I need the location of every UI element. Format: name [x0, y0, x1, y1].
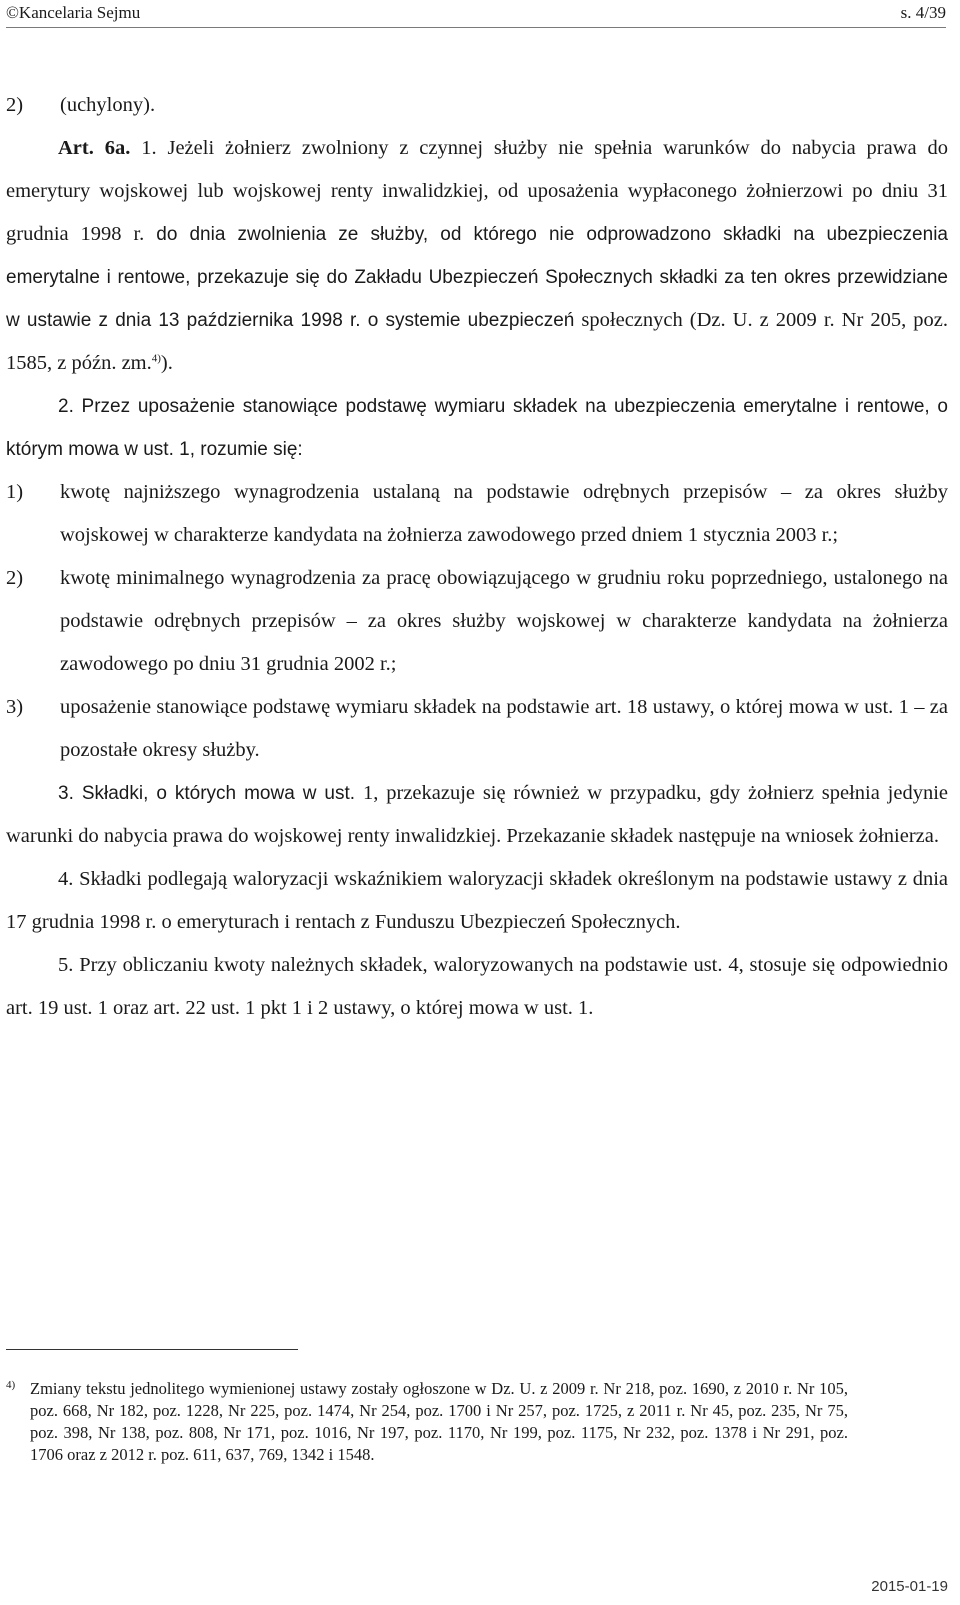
- p4-text: 4. Składki podlegają waloryzacji wskaźnikiem waloryzacji składek określonym na podstawie ustawy z dnia 17 grudnia 1998 r. o emeryturach i rentach z Funduszu Ubezpieczeń Społecznych.: [6, 868, 948, 933]
- list-item-1-text: kwotę najniższego wynagrodzenia ustalaną na podstawie odrębnych przepisów – za okres służby wojskowej w charakterze kandydata na żołnierza zawodowego przed dniem 1 stycznia 2003 r.;: [60, 481, 948, 546]
- article-6a-paragraph-3: [6, 772, 948, 858]
- list-item-3-number: 3): [6, 696, 24, 718]
- article-6a-paragraph-1: [6, 127, 948, 385]
- list-item-3-text: uposażenie stanowiące podstawę wymiaru składek na podstawie art. 18 ustawy, o której mowa w ust. 1 – za pozostałe okresy służby.: [60, 696, 948, 761]
- footnote-4: [6, 1378, 848, 1466]
- p1-text-part1: 1. Jeżeli żołnierz zwolniony z czynnej służby nie spełnia warunków do nabycia prawa do emerytury wojskowej lub wojskowej renty inwalidzkiej, od uposażenia wypłaconego żołnierzowi po dniu 31 grudnia 1998 r.: [6, 137, 948, 245]
- copyright-label: ©Kancelaria Sejmu: [6, 3, 141, 22]
- list-item-2-text: kwotę minimalnego wynagrodzenia za pracę obowiązującego w grudniu roku poprzedniego, ustalonego na podstawie odrębnych przepisów – za okres służby wojskowej w charakterze kandydata na żołnierza zawodowego po dniu 31 grudnia 2002 r.;: [60, 567, 948, 675]
- p1-text-part2: do dnia zwolnienia ze służby, od którego nie odprowadzono składki na ubezpieczenia emerytalne i rentowe, przekazuje się do Zakładu Ubezpieczeń Społecznych składki za ten okres przewidziane w ustawie z dnia 13 października 1998 r. o systemie ubezpieczeń: [6, 224, 948, 331]
- article-6a-paragraph-5: [6, 944, 948, 1030]
- p5-text: 5. Przy obliczaniu kwoty należnych składek, waloryzowanych na podstawie ust. 4, stosuje się odpowiednio art. 19 ust. 1 oraz art. 22 ust. 1 pkt 1 i 2 ustawy, o której mowa w ust. 1.: [6, 954, 948, 1019]
- footnote-text: Zmiany tekstu jednolitego wymienionej ustawy zostały ogłoszone w Dz. U. z 2009 r. Nr 218, poz. 1690, z 2010 r. Nr 105, poz. 668, Nr 182, poz. 1228, Nr 225, poz. 1474, Nr 254, poz. 1700 i Nr 257, poz. 1725, z 2011 r. Nr 45, poz. 235, Nr 75, poz. 398, Nr 138, poz. 808, Nr 171, poz. 1016, Nr 197, poz. 1170, Nr 199, poz. 1175, Nr 232, poz. 1378 i Nr 291, poz. 1706 oraz z 2012 r. poz. 611, 637, 769, 1342 i 1548.: [30, 1379, 848, 1464]
- intro-item-text: (uchylony).: [60, 94, 156, 116]
- footnote-divider: [6, 1349, 298, 1350]
- article-label: Art. 6a.: [58, 137, 131, 159]
- p3-text-part2: 1, przekazuje się również w przypadku, gdy żołnierz spełnia jedynie warunki do nabycia prawa do wojskowej renty inwalidzkiej. Przekazanie składek następuje na wniosek żołnierza.: [6, 782, 949, 847]
- p1-text-part3: społecznych (Dz. U. z 2009 r. Nr 205, poz. 1585, z późn. zm.: [6, 309, 948, 374]
- intro-item: [6, 84, 948, 127]
- article-6a-paragraph-4: [6, 858, 948, 944]
- article-6a-paragraph-2: [6, 385, 948, 471]
- footnote-mark: 4): [6, 1379, 16, 1391]
- list-item-1: [6, 471, 948, 557]
- footnote-ref-4[interactable]: 4): [151, 352, 161, 365]
- header-divider: [6, 27, 946, 28]
- list-item-1-number: 1): [6, 481, 24, 503]
- document-date: 2015-01-19: [871, 1578, 948, 1595]
- page-header: [6, 0, 946, 26]
- p1-text-end: ).: [160, 352, 173, 374]
- p2-text-part2: 1, rozumie się:: [179, 439, 303, 460]
- document-body: [6, 84, 948, 1030]
- p2-text-part1: 2. Przez uposażenie stanowiące podstawę wymiaru składek na ubezpieczenia emerytalne i rentowe, o którym mowa w ust.: [6, 396, 948, 460]
- list-item-2: [6, 557, 948, 686]
- list-item-2-number: 2): [6, 567, 24, 589]
- list-item-3: [6, 686, 948, 772]
- intro-item-number: 2): [6, 94, 24, 116]
- p3-text-part1: 3. Składki, o których mowa w ust.: [58, 783, 364, 804]
- page-number: s. 4/39: [900, 3, 946, 22]
